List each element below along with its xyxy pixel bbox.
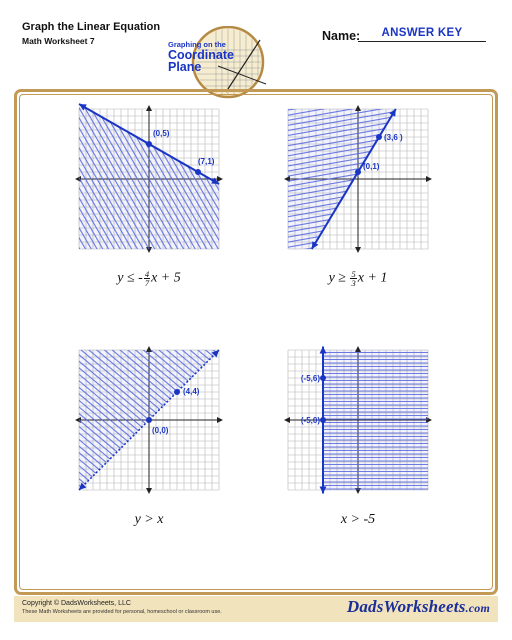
graph-2 xyxy=(282,103,434,255)
equation-3: y > x xyxy=(134,512,164,527)
point-label-2-0: (3,6 ) xyxy=(384,133,403,142)
logo-text-line2: Coordinate xyxy=(168,48,234,62)
equation-1-left: y ≤ - xyxy=(117,270,143,286)
point-label-2-1: (0,1) xyxy=(363,162,380,171)
logo-text-line3: Plane xyxy=(168,60,202,74)
point-label-4-1: (-5,0) xyxy=(300,416,320,425)
equation-2 xyxy=(283,270,433,287)
x-arrow-right-1 xyxy=(217,176,223,182)
point-label-3-0: (4,4) xyxy=(183,387,200,396)
point-4-1 xyxy=(320,417,326,423)
equation-2-numerator: 5 xyxy=(351,269,356,279)
x-arrow-left-4 xyxy=(284,417,290,423)
point-label-4-0: (-5,6) xyxy=(300,374,320,383)
equation-2-denominator: 3 xyxy=(351,278,356,288)
x-arrow-right-3 xyxy=(217,417,223,423)
point-label-1-1: (7,1) xyxy=(198,157,215,166)
brand-logo[interactable] xyxy=(347,597,490,617)
equation-2-fraction xyxy=(350,270,356,287)
equation-1-denominator: 7 xyxy=(144,278,150,288)
graph-1 xyxy=(73,103,225,255)
point-1-0 xyxy=(146,141,152,147)
point-2-0 xyxy=(376,134,382,140)
equation-1-right: x + 5 xyxy=(151,270,181,286)
copyright-text: Copyright © DadsWorksheets, LLC xyxy=(22,600,131,607)
logo-text xyxy=(168,40,258,73)
point-3-0 xyxy=(174,389,180,395)
equation-1-fraction xyxy=(144,270,150,287)
usage-note: These Math Worksheets are provided for personal, homeschool or classroom use. xyxy=(22,609,222,615)
point-3-1 xyxy=(146,417,152,423)
point-2-1 xyxy=(355,169,361,175)
graph-4 xyxy=(282,344,434,496)
y-arrow-up-1 xyxy=(146,105,152,111)
point-label-1-0: (0,5) xyxy=(153,129,170,138)
point-4-0 xyxy=(320,375,326,381)
worksheet-subtitle: Math Worksheet 7 xyxy=(22,36,95,46)
shade-fill-4 xyxy=(323,350,428,490)
y-arrow-down-3 xyxy=(146,488,152,494)
name-label: Name: xyxy=(322,29,361,43)
logo-text-line1: Graphing on the xyxy=(168,40,226,49)
equation-4: x > -5 xyxy=(340,512,376,527)
y-arrow-down-2 xyxy=(355,247,361,253)
point-1-1 xyxy=(195,169,201,175)
equation-1 xyxy=(74,270,224,287)
worksheet-title: Graph the Linear Equation xyxy=(22,21,161,33)
brand-domain: .com xyxy=(465,601,490,615)
point-label-3-1: (0,0) xyxy=(152,426,169,435)
equation-2-left: y ≥ xyxy=(328,270,350,286)
brand-name: DadsWorksheets xyxy=(346,597,466,616)
equation-2-right: x + 1 xyxy=(357,270,388,286)
x-arrow-right-2 xyxy=(426,176,432,182)
equation-1-numerator: 4 xyxy=(144,269,150,279)
answer-key-label: ANSWER KEY xyxy=(381,27,463,39)
graph-3 xyxy=(73,344,225,496)
